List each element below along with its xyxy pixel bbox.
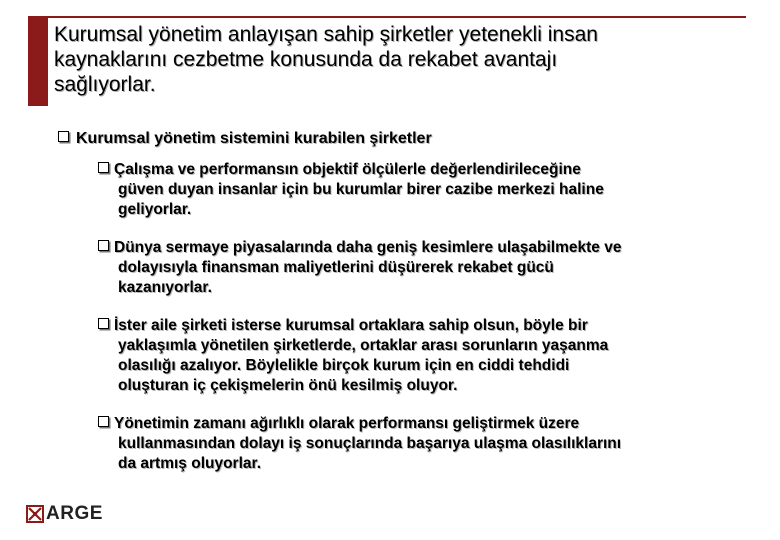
square-bullet-icon (98, 416, 109, 427)
sub-point-text: İster aile şirketi isterse kurumsal ortaklara sahip olsun, böyle bir (114, 317, 588, 334)
sub-point-text: Çalışma ve performansın objektif ölçülerle değerlendirileceğine (114, 161, 581, 178)
sub-point-text: oluşturan iç çekişmelerin önü kesilmiş oluyor. (118, 377, 458, 394)
sub-point-text: da artmış oluyorlar. (118, 455, 261, 472)
sub-point-text: güven duyan insanlar için bu kurumlar birer cazibe merkezi haline (118, 181, 604, 198)
sub-point-4 (98, 414, 758, 474)
logo-text: ARGE (46, 503, 103, 524)
title-line-1: Kurumsal yönetim anlayışan sahip şirketler yetenekli insan (54, 23, 598, 46)
main-point (58, 130, 432, 148)
square-bullet-icon (98, 162, 109, 173)
title-top-rule (48, 16, 746, 18)
sub-point-2 (98, 238, 758, 298)
title-line-3: sağlıyorlar. (54, 73, 156, 96)
sub-point-text: Yönetimin zamanı ağırlıklı olarak performansı geliştirmek üzere (114, 415, 580, 432)
sub-point-text: dolayısıyla finansman maliyetlerini düşürerek rekabet gücü (118, 259, 554, 276)
main-point-text: Kurumsal yönetim sistemini kurabilen şirketler (76, 130, 432, 147)
sub-point-text: geliyorlar. (118, 201, 192, 218)
square-bullet-icon (98, 318, 109, 329)
sub-point-text: kullanmasından dolayı iş sonuçlarında başarıya ulaşma olasılıklarını (118, 435, 622, 452)
sub-point-text: Dünya sermaye piyasalarında daha geniş kesimlere ulaşabilmekte ve (114, 239, 622, 256)
sub-point-text: kazanıyorlar. (118, 279, 212, 296)
sub-point-3 (98, 316, 758, 396)
square-bullet-icon (98, 240, 109, 251)
sub-point-text: yaklaşımla yönetilen şirketlerde, ortaklar arası sorunların yaşanma (118, 337, 609, 354)
title-accent-bar (28, 16, 48, 106)
sub-point-list (98, 160, 758, 492)
title-line-2: kaynaklarını cezbetme konusunda da rekabet avantajı (54, 48, 558, 71)
sub-point-text: olasılığı azalıyor. Böylelikle birçok kurum için en ciddi tehdidi (118, 357, 570, 374)
page-title (54, 22, 754, 97)
arge-logo (26, 503, 103, 525)
arge-logo-icon (26, 505, 44, 523)
sub-point-1 (98, 160, 758, 220)
square-bullet-icon (58, 131, 69, 142)
